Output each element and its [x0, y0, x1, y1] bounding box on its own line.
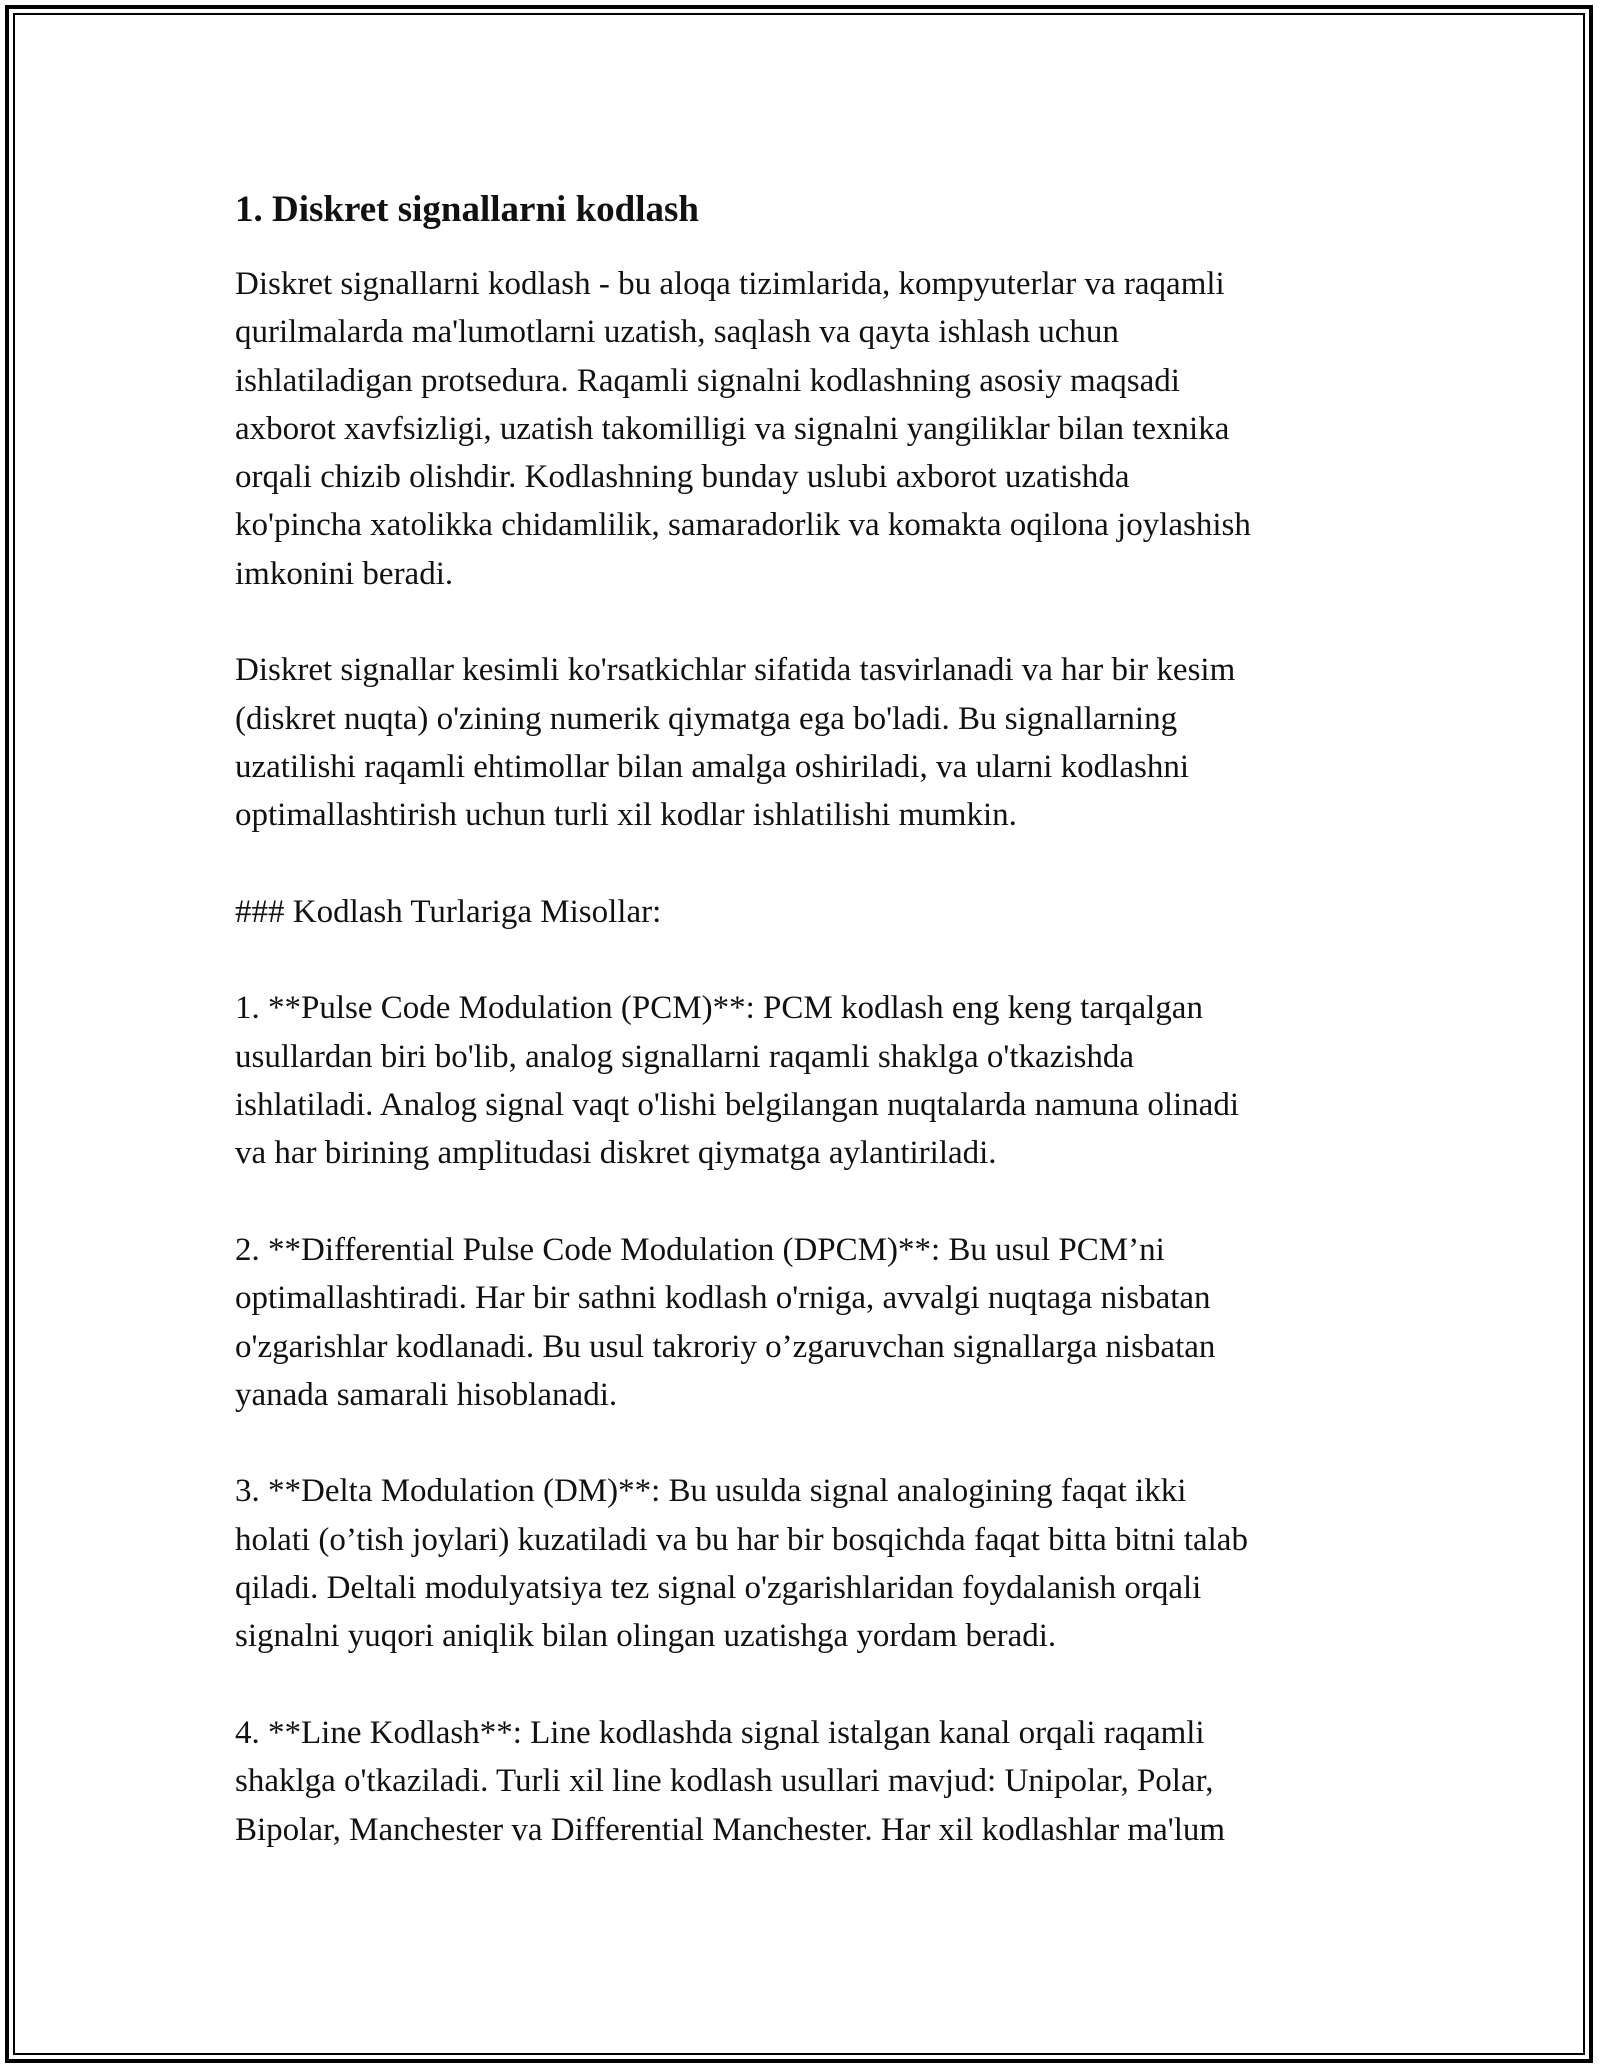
text-line: ### Kodlash Turlariga Misollar:	[235, 893, 662, 930]
text-line: usullardan biri bo'lib, analog signallarni raqamli shaklga o'tkazishda	[235, 1038, 1134, 1075]
text-line: Diskret signallarni kodlash - bu aloqa tizimlarida, kompyuterlar va raqamli	[235, 266, 1225, 302]
paragraph-discrete-signals	[235, 646, 1370, 839]
text-line: yanada samarali hisoblanadi.	[235, 1376, 618, 1413]
document-title: 1. Diskret signallarni kodlash	[235, 189, 699, 230]
text-line: axborot xavfsizligi, uzatish takomilligi va signalni yangiliklar bilan texnika	[235, 410, 1230, 447]
text-line: va har birining amplitudasi diskret qiymatga aylantiriladi.	[235, 1135, 997, 1172]
list-item-dm	[235, 1467, 1370, 1660]
text-line: 3. **Delta Modulation (DM)**: Bu usulda signal analogining faqat ikki	[235, 1473, 1187, 1510]
text-line: qiladi. Deltali modulyatsiya tez signal o'zgarishlaridan foydalanish orqali	[235, 1570, 1202, 1607]
text-line: ishlatiladi. Analog signal vaqt o'lishi belgilangan nuqtalarda namuna olinadi	[235, 1087, 1239, 1124]
text-line: 1. **Pulse Code Modulation (PCM)**: PCM kodlash eng keng tarqalgan	[235, 990, 1203, 1027]
text-line: (diskret nuqta) o'zining numerik qiymatga ega bo'ladi. Bu signallarning	[235, 700, 1178, 737]
text-line: 2. **Differential Pulse Code Modulation (DPCM)**: Bu usul PCM’ni	[235, 1231, 1165, 1268]
text-line: imkonini beradi.	[235, 555, 454, 592]
list-item-pcm	[235, 984, 1370, 1177]
text-line: optimallashtiradi. Har bir sathni kodlash o'rniga, avvalgi nuqtaga nisbatan	[235, 1280, 1211, 1317]
text-line: ishlatiladigan protsedura. Raqamli signalni kodlashning asosiy maqsadi	[235, 362, 1180, 399]
text-line: Diskret signallar kesimli ko'rsatkichlar sifatida tasvirlanadi va har bir kesim	[235, 652, 1236, 689]
list-item-dpcm	[235, 1226, 1370, 1419]
document-body	[235, 186, 1370, 1902]
text-line: o'zgarishlar kodlanadi. Bu usul takroriy o’zgaruvchan signallarga nisbatan	[235, 1328, 1216, 1365]
text-line: qurilmalarda ma'lumotlarni uzatish, saqlash va qayta ishlash uchun	[235, 314, 1119, 351]
text-line: uzatilishi raqamli ehtimollar bilan amalga oshiriladi, va ularni kodlashni	[235, 748, 1190, 785]
paragraph-intro	[235, 260, 1370, 598]
text-line: optimallashtirish uchun turli xil kodlar ishlatilishi mumkin.	[235, 797, 1017, 834]
section-heading-examples	[235, 888, 1370, 936]
text-line: shaklga o'tkaziladi. Turli xil line kodlash usullari mavjud: Unipolar, Polar,	[235, 1763, 1214, 1800]
text-line: signalni yuqori aniqlik bilan olingan uzatishga yordam beradi.	[235, 1618, 1057, 1655]
text-line: holati (o’tish joylari) kuzatiladi va bu har bir bosqichda faqat bitta bitni talab	[235, 1521, 1248, 1558]
text-line: ko'pincha xatolikka chidamlilik, samaradorlik va komakta oqilona joylashish	[235, 507, 1251, 544]
text-line: 4. **Line Kodlash**: Line kodlashda signal istalgan kanal orqali raqamli	[235, 1714, 1205, 1751]
list-item-line-coding	[235, 1709, 1370, 1854]
text-line: Bipolar, Manchester va Differential Manchester. Har xil kodlashlar ma'lum	[235, 1811, 1226, 1848]
text-line: orqali chizib olishdir. Kodlashning bunday uslubi axborot uzatishda	[235, 459, 1130, 496]
